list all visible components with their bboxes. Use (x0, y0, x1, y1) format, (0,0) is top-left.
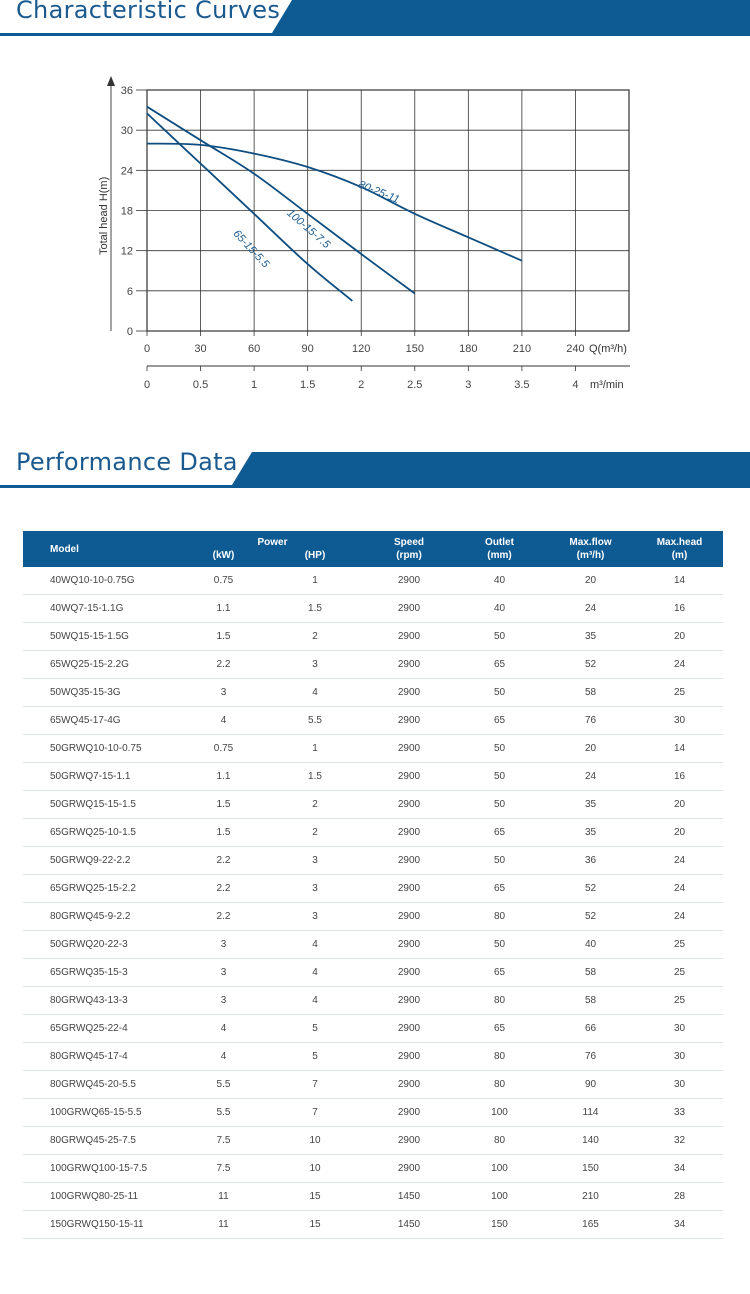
cell-outlet: 100 (454, 1099, 545, 1127)
cell-maxflow: 66 (545, 1015, 636, 1043)
cell-speed: 2900 (364, 623, 454, 651)
cell-maxhead: 14 (636, 567, 723, 595)
cell-kw: 2.2 (181, 651, 266, 679)
cell-speed: 2900 (364, 595, 454, 623)
y-tick-label: 30 (120, 125, 133, 138)
cell-speed: 2900 (364, 651, 454, 679)
cell-outlet: 65 (454, 959, 545, 987)
cell-kw: 7.5 (181, 1155, 266, 1183)
cell-outlet: 65 (454, 1015, 545, 1043)
banner-accent-bar (272, 0, 750, 33)
table-row (23, 1043, 723, 1071)
cell-model: 65GRWQ35-15-3 (23, 959, 181, 987)
cell-hp: 4 (266, 987, 364, 1015)
cell-hp: 1 (266, 735, 364, 763)
cell-maxhead: 33 (636, 1099, 723, 1127)
cell-hp: 3 (266, 875, 364, 903)
cell-maxhead: 34 (636, 1155, 723, 1183)
cell-maxhead: 30 (636, 1015, 723, 1043)
header-maxflow-unit: (m³/h) (576, 550, 605, 561)
cell-speed: 2900 (364, 791, 454, 819)
secondary-x-axis-label: m³/min (590, 379, 624, 391)
x2-tick-label: 0.5 (192, 379, 209, 391)
cell-model: 65GRWQ25-10-1.5 (23, 819, 181, 847)
table-row (23, 679, 723, 707)
cell-model: 100GRWQ100-15-7.5 (23, 1155, 181, 1183)
cell-outlet: 80 (454, 903, 545, 931)
cell-outlet: 50 (454, 679, 545, 707)
cell-maxhead: 28 (636, 1183, 723, 1211)
cell-hp: 1 (266, 567, 364, 595)
table-row (23, 1211, 723, 1239)
cell-maxflow: 35 (545, 623, 636, 651)
header-power-kw: (kW) (212, 550, 235, 561)
cell-maxhead: 24 (636, 903, 723, 931)
y-tick-label: 36 (120, 85, 133, 97)
chart-axes (98, 76, 630, 391)
cell-kw: 2.2 (181, 847, 266, 875)
cell-maxflow: 24 (545, 595, 636, 623)
cell-speed: 2900 (364, 1127, 454, 1155)
cell-maxhead: 20 (636, 819, 723, 847)
header-maxflow (545, 531, 636, 567)
cell-model: 80GRWQ45-25-7.5 (23, 1127, 181, 1155)
cell-maxhead: 14 (636, 735, 723, 763)
header-speed-unit: (rpm) (396, 550, 422, 561)
chart-grid (147, 90, 629, 331)
cell-maxhead: 30 (636, 1071, 723, 1099)
series-line (147, 113, 352, 301)
x2-tick-label: 1.5 (300, 379, 316, 391)
cell-model: 100GRWQ65-15-5.5 (23, 1099, 181, 1127)
x-tick-label: 210 (512, 343, 532, 355)
banner-underline (0, 485, 750, 488)
cell-maxhead: 30 (636, 707, 723, 735)
cell-kw: 7.5 (181, 1127, 266, 1155)
cell-maxflow: 52 (545, 875, 636, 903)
cell-model: 65GRWQ25-22-4 (23, 1015, 181, 1043)
table-row (23, 791, 723, 819)
cell-speed: 2900 (364, 735, 454, 763)
cell-kw: 4 (181, 1043, 266, 1071)
cell-model: 50GRWQ10-10-0.75 (23, 735, 181, 763)
x2-tick-label: 0 (143, 379, 151, 391)
header-outlet-label: Outlet (485, 537, 514, 548)
cell-kw: 1.5 (181, 791, 266, 819)
cell-kw: 2.2 (181, 875, 266, 903)
table-row (23, 595, 723, 623)
cell-model: 40WQ7-15-1.1G (23, 595, 181, 623)
cell-model: 100GRWQ80-25-11 (23, 1183, 181, 1211)
y-axis-label: Total head H(m) (98, 176, 110, 255)
cell-maxflow: 76 (545, 1043, 636, 1071)
cell-outlet: 50 (454, 847, 545, 875)
cell-kw: 3 (181, 959, 266, 987)
cell-maxflow: 58 (545, 987, 636, 1015)
x-tick-label: 30 (194, 343, 207, 355)
cell-kw: 3 (181, 987, 266, 1015)
table-row (23, 1155, 723, 1183)
cell-speed: 2900 (364, 959, 454, 987)
header-model: Model (23, 531, 181, 567)
characteristic-curves-chart (0, 60, 750, 400)
cell-speed: 2900 (364, 567, 454, 595)
cell-maxhead: 20 (636, 791, 723, 819)
table-row (23, 763, 723, 791)
cell-outlet: 40 (454, 567, 545, 595)
series-line (147, 107, 415, 294)
cell-model: 40WQ10-10-0.75G (23, 567, 181, 595)
header-speed (364, 531, 454, 567)
cell-maxflow: 58 (545, 959, 636, 987)
cell-kw: 5.5 (181, 1099, 266, 1127)
cell-model: 50WQ35-15-3G (23, 679, 181, 707)
cell-maxhead: 24 (636, 847, 723, 875)
cell-maxflow: 35 (545, 819, 636, 847)
cell-model: 50GRWQ15-15-1.5 (23, 791, 181, 819)
table-row (23, 623, 723, 651)
x2-tick-label: 2 (358, 379, 365, 391)
cell-kw: 0.75 (181, 567, 266, 595)
cell-outlet: 50 (454, 763, 545, 791)
cell-speed: 1450 (364, 1211, 454, 1239)
series-label: 100-15-7.5 (284, 207, 333, 252)
chart-series (147, 107, 522, 301)
cell-speed: 2900 (364, 931, 454, 959)
cell-maxhead: 25 (636, 959, 723, 987)
table-row (23, 903, 723, 931)
table-row (23, 1071, 723, 1099)
table-body (23, 567, 723, 1239)
cell-maxflow: 114 (545, 1099, 636, 1127)
x-tick-label: 60 (247, 343, 261, 355)
cell-hp: 15 (266, 1211, 364, 1239)
cell-outlet: 65 (454, 875, 545, 903)
cell-maxflow: 52 (545, 903, 636, 931)
cell-hp: 2 (266, 819, 364, 847)
cell-outlet: 100 (454, 1183, 545, 1211)
cell-hp: 15 (266, 1183, 364, 1211)
series-label: 65-15-5.5 (230, 227, 272, 271)
cell-outlet: 100 (454, 1155, 545, 1183)
cell-speed: 2900 (364, 847, 454, 875)
header-maxflow-label: Max.flow (569, 537, 612, 548)
cell-hp: 10 (266, 1155, 364, 1183)
header-power-label: Power (257, 537, 288, 548)
x-tick-label: 90 (301, 343, 314, 355)
cell-model: 50GRWQ20-22-3 (23, 931, 181, 959)
cell-outlet: 50 (454, 791, 545, 819)
table-row (23, 1099, 723, 1127)
y-tick-label: 18 (120, 205, 133, 218)
cell-maxflow: 20 (545, 567, 636, 595)
x-tick-label: 120 (352, 343, 371, 355)
cell-kw: 3 (181, 931, 266, 959)
cell-model: 65GRWQ25-15-2.2 (23, 875, 181, 903)
cell-speed: 1450 (364, 1183, 454, 1211)
cell-kw: 0.75 (181, 735, 266, 763)
cell-hp: 5 (266, 1015, 364, 1043)
cell-model: 150GRWQ150-15-11 (23, 1211, 181, 1239)
header-power-hp: (HP) (304, 550, 326, 561)
cell-outlet: 80 (454, 1071, 545, 1099)
cell-maxflow: 24 (545, 763, 636, 791)
cell-maxhead: 20 (636, 623, 723, 651)
cell-model: 80GRWQ43-13-3 (23, 987, 181, 1015)
cell-speed: 2900 (364, 679, 454, 707)
table-row (23, 847, 723, 875)
cell-speed: 2900 (364, 987, 454, 1015)
table-row (23, 707, 723, 735)
cell-maxhead: 24 (636, 651, 723, 679)
cell-maxhead: 25 (636, 931, 723, 959)
y-tick-label: 12 (120, 245, 133, 258)
table-row (23, 875, 723, 903)
cell-kw: 1.5 (181, 819, 266, 847)
cell-model: 80GRWQ45-20-5.5 (23, 1071, 181, 1099)
cell-model: 65WQ25-15-2.2G (23, 651, 181, 679)
y-axis-arrowhead (107, 76, 115, 86)
table-row (23, 959, 723, 987)
table-row (23, 651, 723, 679)
cell-maxhead: 32 (636, 1127, 723, 1155)
cell-maxhead: 30 (636, 1043, 723, 1071)
cell-model: 80GRWQ45-17-4 (23, 1043, 181, 1071)
table-row (23, 987, 723, 1015)
cell-speed: 2900 (364, 903, 454, 931)
header-power (181, 531, 364, 567)
performance-data-banner (0, 448, 750, 488)
table-row (23, 1127, 723, 1155)
cell-kw: 4 (181, 1015, 266, 1043)
cell-maxflow: 76 (545, 707, 636, 735)
cell-hp: 2 (266, 623, 364, 651)
cell-speed: 2900 (364, 1043, 454, 1071)
table-row (23, 819, 723, 847)
cell-maxflow: 90 (545, 1071, 636, 1099)
x-tick-label: 240 (566, 343, 585, 355)
cell-outlet: 40 (454, 595, 545, 623)
x-axis-label: Q(m³/h) (589, 343, 627, 355)
cell-model: 80GRWQ45-9-2.2 (23, 903, 181, 931)
y-tick-label: 0 (126, 326, 133, 338)
series-line (147, 144, 522, 261)
cell-hp: 3 (266, 847, 364, 875)
table-row (23, 567, 723, 595)
cell-speed: 2900 (364, 1015, 454, 1043)
cell-hp: 7 (266, 1071, 364, 1099)
cell-speed: 2900 (364, 1099, 454, 1127)
cell-hp: 7 (266, 1099, 364, 1127)
cell-maxhead: 25 (636, 679, 723, 707)
header-maxhead-label: Max.head (656, 537, 703, 548)
cell-maxflow: 58 (545, 679, 636, 707)
header-speed-label: Speed (393, 537, 424, 548)
cell-hp: 5.5 (266, 707, 364, 735)
cell-speed: 2900 (364, 1155, 454, 1183)
cell-hp: 5 (266, 1043, 364, 1071)
cell-kw: 11 (181, 1211, 266, 1239)
cell-model: 65WQ45-17-4G (23, 707, 181, 735)
cell-outlet: 80 (454, 1127, 545, 1155)
cell-hp: 2 (266, 791, 364, 819)
cell-maxflow: 36 (545, 847, 636, 875)
cell-speed: 2900 (364, 875, 454, 903)
cell-speed: 2900 (364, 819, 454, 847)
cell-maxflow: 210 (545, 1183, 636, 1211)
cell-outlet: 80 (454, 987, 545, 1015)
cell-outlet: 150 (454, 1211, 545, 1239)
cell-kw: 1.5 (181, 623, 266, 651)
banner-underline (0, 33, 750, 36)
cell-speed: 2900 (364, 763, 454, 791)
cell-maxhead: 34 (636, 1211, 723, 1239)
performance-table (23, 531, 723, 1239)
cell-outlet: 80 (454, 1043, 545, 1071)
cell-maxflow: 20 (545, 735, 636, 763)
cell-kw: 1.1 (181, 763, 266, 791)
header-maxhead-unit: (m) (671, 550, 688, 561)
header-maxhead (636, 531, 723, 567)
y-tick-label: 6 (126, 285, 133, 298)
banner-accent-bar (232, 452, 750, 485)
cell-maxflow: 35 (545, 791, 636, 819)
cell-outlet: 50 (454, 623, 545, 651)
cell-model: 50GRWQ7-15-1.1 (23, 763, 181, 791)
cell-maxhead: 25 (636, 987, 723, 1015)
cell-hp: 4 (266, 931, 364, 959)
cell-speed: 2900 (364, 1071, 454, 1099)
y-tick-label: 24 (120, 165, 133, 178)
cell-kw: 3 (181, 679, 266, 707)
cell-maxflow: 140 (545, 1127, 636, 1155)
cell-maxhead: 24 (636, 875, 723, 903)
cell-speed: 2900 (364, 707, 454, 735)
cell-outlet: 50 (454, 735, 545, 763)
cell-outlet: 50 (454, 931, 545, 959)
characteristic-curves-banner (0, 0, 750, 36)
x2-tick-label: 1 (251, 379, 258, 391)
characteristic-curves-title: Characteristic Curves (16, 0, 281, 24)
cell-kw: 11 (181, 1183, 266, 1211)
cell-hp: 1.5 (266, 763, 364, 791)
cell-kw: 5.5 (181, 1071, 266, 1099)
table-row (23, 735, 723, 763)
cell-outlet: 65 (454, 651, 545, 679)
header-outlet-unit: (mm) (487, 550, 512, 561)
cell-kw: 4 (181, 707, 266, 735)
cell-maxflow: 40 (545, 931, 636, 959)
cell-hp: 3 (266, 651, 364, 679)
cell-maxflow: 52 (545, 651, 636, 679)
cell-maxflow: 150 (545, 1155, 636, 1183)
series-label: 80-25-11 (356, 178, 402, 207)
x-tick-label: 150 (405, 343, 424, 355)
cell-hp: 4 (266, 679, 364, 707)
header-outlet (454, 531, 545, 567)
cell-hp: 1.5 (266, 595, 364, 623)
table-row (23, 931, 723, 959)
cell-hp: 4 (266, 959, 364, 987)
table-row (23, 1015, 723, 1043)
table-row (23, 1183, 723, 1211)
x2-tick-label: 3 (465, 379, 472, 391)
cell-maxhead: 16 (636, 595, 723, 623)
x-tick-label: 180 (459, 343, 478, 355)
table-header-row (23, 531, 723, 567)
cell-model: 50GRWQ9-22-2.2 (23, 847, 181, 875)
x2-tick-label: 4 (572, 379, 579, 391)
x2-tick-label: 3.5 (514, 379, 530, 391)
cell-maxflow: 165 (545, 1211, 636, 1239)
cell-model: 50WQ15-15-1.5G (23, 623, 181, 651)
cell-maxhead: 16 (636, 763, 723, 791)
cell-kw: 2.2 (181, 903, 266, 931)
x-tick-label: 0 (143, 343, 151, 355)
performance-data-title: Performance Data (16, 448, 238, 476)
cell-kw: 1.1 (181, 595, 266, 623)
cell-hp: 3 (266, 903, 364, 931)
cell-hp: 10 (266, 1127, 364, 1155)
cell-outlet: 65 (454, 707, 545, 735)
x2-tick-label: 2.5 (407, 379, 423, 391)
cell-outlet: 65 (454, 819, 545, 847)
